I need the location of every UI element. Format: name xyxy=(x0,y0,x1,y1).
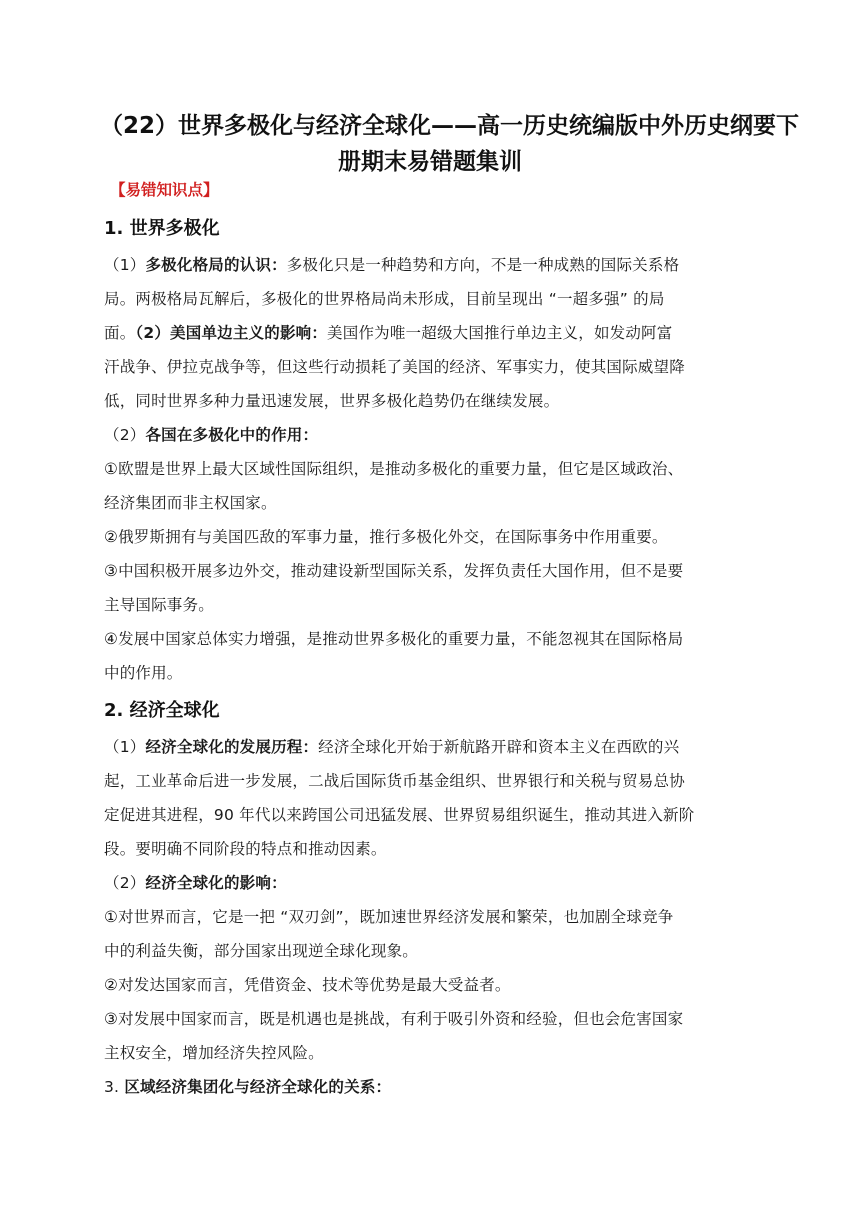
paragraph-line: 定促进其进程，90 年代以来跨国公司迅猛发展、世界贸易组织诞生，推动其进入新阶 xyxy=(104,806,695,824)
title-line-2: 册期末易错题集训 xyxy=(338,149,522,175)
text-run: 美国作为唯一超级大国推行单边主义，如发动阿富 xyxy=(327,324,673,342)
paragraph-line: 汗战争、伊拉克战争等，但这些行动损耗了美国的经济、军事实力，使其国际威望降 xyxy=(104,358,685,376)
bold-term: 经济全球化的影响： xyxy=(145,874,287,892)
title-line-1: （22）世界多极化与经济全球化——高一历史统编版中外历史纲要下 xyxy=(100,113,800,139)
paragraph-line xyxy=(104,1070,754,1104)
section-2-heading: 2. 经济全球化 xyxy=(104,700,220,721)
document-title xyxy=(100,108,800,180)
paragraph-line: 主导国际事务。 xyxy=(104,596,214,614)
section-2-paragraph-1 xyxy=(104,730,754,866)
section-1-paragraph-2 xyxy=(104,418,754,690)
paragraph-line: ④发展中国家总体实力增强，是推动世界多极化的重要力量，不能忽视其在国际格局 xyxy=(104,630,684,648)
paragraph-line: 中的利益失衡，部分国家出现逆全球化现象。 xyxy=(104,942,419,960)
text-run: （2） xyxy=(104,426,146,444)
paragraph-line xyxy=(104,730,754,764)
paragraph-line: ①欧盟是世界上最大区域性国际组织，是推动多极化的重要力量，但它是区域政治、 xyxy=(104,460,684,478)
text-run: 经济全球化开始于新航路开辟和资本主义在西欧的兴 xyxy=(318,738,680,756)
text-run: 面。 xyxy=(104,324,136,342)
bold-term: 区域经济集团化与经济全球化的关系： xyxy=(124,1078,392,1096)
bold-term: 多极化格局的认识： xyxy=(145,256,287,274)
paragraph-line xyxy=(104,418,754,452)
bold-term: 各国在多极化中的作用： xyxy=(145,426,319,444)
paragraph-line: 主权安全，增加经济失控风险。 xyxy=(104,1044,324,1062)
section-1-heading: 1. 世界多极化 xyxy=(104,218,220,239)
paragraph-line: 经济集团而非主权国家。 xyxy=(104,494,277,512)
paragraph-line: 局。两极格局瓦解后，多极化的世界格局尚未形成，目前呈现出 “一超多强” 的局 xyxy=(104,290,665,308)
paragraph-line: 段。要明确不同阶段的特点和推动因素。 xyxy=(104,840,387,858)
bold-term: 经济全球化的发展历程： xyxy=(145,738,319,756)
text-run: （1） xyxy=(104,256,146,274)
paragraph-line: ①对世界而言，它是一把 “双刃剑”，既加速世界经济发展和繁荣，也加剧全球竞争 xyxy=(104,908,674,926)
section-2-paragraph-2 xyxy=(104,866,754,1070)
paragraph-line: ③对发展中国家而言，既是机遇也是挑战，有利于吸引外资和经验，但也会危害国家 xyxy=(104,1010,684,1028)
bold-term: （2）美国单边主义的影响： xyxy=(135,324,328,342)
text-run: （2） xyxy=(104,874,146,892)
paragraph-line xyxy=(104,248,754,282)
text-run: （1） xyxy=(104,738,146,756)
paragraph-line xyxy=(104,316,754,350)
paragraph-line: ②俄罗斯拥有与美国匹敌的军事力量，推行多极化外交，在国际事务中作用重要。 xyxy=(104,528,668,546)
paragraph-line: 中的作用。 xyxy=(104,664,183,682)
text-run: 多极化只是一种趋势和方向，不是一种成熟的国际关系格 xyxy=(286,256,680,274)
paragraph-line: 起，工业革命后进一步发展，二战后国际货币基金组织、世界银行和关税与贸易总协 xyxy=(104,772,685,790)
text-run: 3. xyxy=(104,1078,125,1096)
paragraph-line xyxy=(104,866,754,900)
section-3-heading xyxy=(104,1070,754,1104)
section-1-paragraph-1 xyxy=(104,248,754,418)
error-prone-tag: 【易错知识点】 xyxy=(110,181,219,199)
paragraph-line: ②对发达国家而言，凭借资金、技术等优势是最大受益者。 xyxy=(104,976,511,994)
paragraph-line: ③中国积极开展多边外交，推动建设新型国际关系，发挥负责任大国作用，但不是要 xyxy=(104,562,684,580)
paragraph-line: 低，同时世界多种力量迅速发展，世界多极化趋势仍在继续发展。 xyxy=(104,392,560,410)
